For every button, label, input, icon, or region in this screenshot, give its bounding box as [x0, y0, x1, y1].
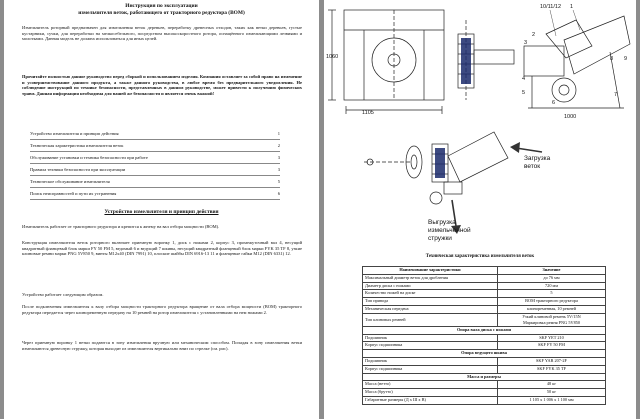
cell-value — [498, 313, 606, 326]
section-label: Масса и размеры — [363, 373, 606, 381]
table-row — [363, 381, 606, 389]
load-label-2: веток — [524, 163, 541, 170]
toc-item-label: Техническое обслуживание измельчителя — [30, 179, 110, 184]
cell-value: ВОМ тракторного редуктора — [498, 298, 606, 306]
page-right — [324, 0, 636, 419]
cell-value: 1 105 х 1 006 х 1 100 мм — [498, 396, 606, 404]
cell-name: Диаметр диска с ножами — [363, 282, 498, 290]
table-header-row — [363, 267, 606, 275]
table-row — [363, 342, 606, 350]
section-label: Опора вала диска с ножами — [363, 326, 606, 334]
cell-name: Подшипник — [363, 334, 498, 342]
toc-item[interactable] — [30, 188, 280, 200]
cell-value: SKF YET 210 — [498, 334, 606, 342]
table-row — [363, 389, 606, 397]
paragraph-work: Измельчитель работает от тракторного редуктора и крепится к жнему на вал отбора мощности (ВОМ). — [22, 224, 220, 229]
toc-item[interactable] — [30, 164, 280, 176]
toc-item[interactable] — [30, 140, 280, 152]
cell-value: клиноременная, 10 ремней — [498, 305, 606, 313]
cell-value: 48 кг — [498, 381, 606, 389]
doc-title: Инструкция по эксплуатации — [125, 3, 198, 9]
belt-marking-line: Маркировка ремня PNG 5V850 — [522, 319, 581, 325]
header-name: Наименование характеристики — [363, 267, 498, 275]
toc-item-page: 5 — [277, 179, 280, 184]
cell-name: Тип клиновых ремней — [363, 313, 498, 326]
doc-subtitle: измельчителя веток, работающего от тракторного редуктора (ВОМ) — [78, 10, 245, 16]
intro-paragraph: Измельчитель роторный предназначен для измельчения веток деревьев, переработку древесных отходов, таких как ветки деревьев, густые кустарники, сучки, для переработки на мелкосебельного, посредством высокоскоростного ротора, оснащённого измельчающими лезвиями и молотками. Данная модель не должна использоваться для иных целей. — [22, 25, 302, 42]
page-left — [4, 0, 319, 419]
cell-value: 720 мм — [498, 282, 606, 290]
table-row — [363, 305, 606, 313]
cell-name: Масса (нетто) — [363, 381, 498, 389]
cell-name: Максимальный диаметр веток для дробления — [363, 274, 498, 282]
callout-7: 7 — [614, 92, 618, 98]
cell-name: Масса (брутто) — [363, 389, 498, 397]
toc-item-page: 6 — [277, 191, 280, 196]
load-label-1: Загрузка — [524, 155, 551, 162]
callout-8: 8 — [610, 56, 614, 62]
cell-name: Механическая передача — [363, 305, 498, 313]
unload-label-2: измельченной — [428, 227, 471, 234]
unload-label-3: стружки — [428, 235, 452, 242]
safety-notice: Прочитайте полностью данное руководство перед сборкой и использованием изделия. Компания оставляет за собой право на изменение и усовершенствование данного продукта, а также данного руководства, в любое время без предварительного уведомления. Не соблюдение инструкций по технике безопасности, представленных в данном руководстве, может привести к получению физических травм. Данная информация необходима для вашей же безопасности и является очень важной! — [22, 74, 302, 96]
toc-item-page: 2 — [277, 143, 280, 148]
cell-value: SKF YAR 207-2F — [498, 357, 606, 365]
table-row — [363, 396, 606, 404]
assembly-drawing — [324, 0, 636, 125]
toc-item-page: 1 — [277, 131, 280, 136]
toc-item-page: 3 — [277, 167, 280, 172]
table-row — [363, 313, 606, 326]
toc-item-label: Правила техники безопасности при эксплуатации — [30, 167, 126, 172]
paragraph-transmission: После подключения измельчителя к валу отбора мощности тракторного редуктора вращение от вала отбора мощности (ВОМ) тракторного редуктора передается через клиноременную передачу на 10 ремней на ротор измельчителя с установленными на нем ножами 2. — [22, 304, 302, 315]
cell-value: до 76 мм — [498, 274, 606, 282]
cell-name: Количество ножей на диске — [363, 290, 498, 298]
toc-item[interactable] — [30, 176, 280, 188]
callout-5: 5 — [522, 90, 526, 96]
cell-name: Корпус подшипника — [363, 342, 498, 350]
table-row — [363, 282, 606, 290]
toc-item-label: Обслуживание установки и техника безопасности при работе — [30, 155, 148, 160]
unload-label-1: Выгрузка — [428, 219, 456, 226]
section-title: Устройство измельчителя и принцип действия — [104, 209, 219, 215]
table-row — [363, 334, 606, 342]
cell-name: Корпус подшипника — [363, 365, 498, 373]
cell-value: 5 — [498, 290, 606, 298]
section-drive-support — [363, 350, 606, 358]
callout-9: 9 — [624, 56, 628, 62]
spec-table — [362, 266, 606, 405]
callout-4: 4 — [522, 76, 526, 82]
paragraph-construction: Конструкция измельчителя веток роторного включает приемную воронку 1, диск с ножами 2, корпус 3, промежуточный вал 4, несущий квадратный фланцевый блок марки FY 50 FM 5, ведомый 6 и ведущий 7 шкивы, несущий квадратный фланцевый блок марки FYK 35 TF 8, узкие клиновые ремни марки PNG 5V850 9, винты M12x40 (DIN 7991) 10, плоские шайбы DIN 6916-13 11 и фланцевые гайки M12 (DIN 6331) 12. — [22, 240, 302, 257]
callout-2: 2 — [532, 32, 536, 38]
operation-diagram — [324, 128, 636, 248]
cell-value: SKF FY 50 FM — [498, 342, 606, 350]
section-disk-support — [363, 326, 606, 334]
cell-value: SKF FYK 35 TF — [498, 365, 606, 373]
cell-name: Габаритные размеры (Д х Ш х В) — [363, 396, 498, 404]
callout-3: 3 — [524, 40, 528, 46]
table-row — [363, 274, 606, 282]
section-mass-dimensions — [363, 373, 606, 381]
table-title: Техническая характеристика измельчителя веток — [425, 254, 535, 259]
header-value: Значение — [498, 267, 606, 275]
toc-item-label: Устройство измельчителя и принцип действия — [30, 131, 119, 136]
paragraph-operation: Устройство работает следующим образом. — [22, 292, 104, 297]
cell-name: Подшипник — [363, 357, 498, 365]
cell-value: 50 кг — [498, 389, 606, 397]
belt-type-line: Узкий клиновой ремень 5V/15N — [522, 314, 581, 320]
callout-10-11-12: 10/11/12 — [540, 4, 562, 10]
table-of-contents — [30, 128, 280, 200]
table-row — [363, 298, 606, 306]
toc-item[interactable] — [30, 128, 280, 140]
table-row — [363, 365, 606, 373]
table-row — [363, 357, 606, 365]
dim-depth: 1000 — [564, 114, 577, 120]
callout-6: 6 — [552, 100, 556, 106]
paragraph-feeding: Через приемную воронку 1 ветки подаются в зону измельчения вручную или механическим способом. Попадая в зону измельчения ветки измельчаются древесную стружку, которая выходит из измельчителя вертикально вниз по стрелке (см. рис). — [22, 340, 302, 351]
toc-item-label: Поиск неисправностей и пути их устранения — [30, 191, 117, 196]
section-label: Опора ведущего шкива — [363, 350, 606, 358]
toc-item-page: 3 — [277, 155, 280, 160]
cell-name: Тип привода — [363, 298, 498, 306]
callout-1: 1 — [570, 4, 574, 10]
toc-item-label: Техническая характеристика измельчителя веток — [30, 143, 124, 148]
dim-width: 1105 — [362, 110, 374, 116]
toc-item[interactable] — [30, 152, 280, 164]
dim-height: 1060 — [326, 54, 339, 60]
table-row — [363, 290, 606, 298]
